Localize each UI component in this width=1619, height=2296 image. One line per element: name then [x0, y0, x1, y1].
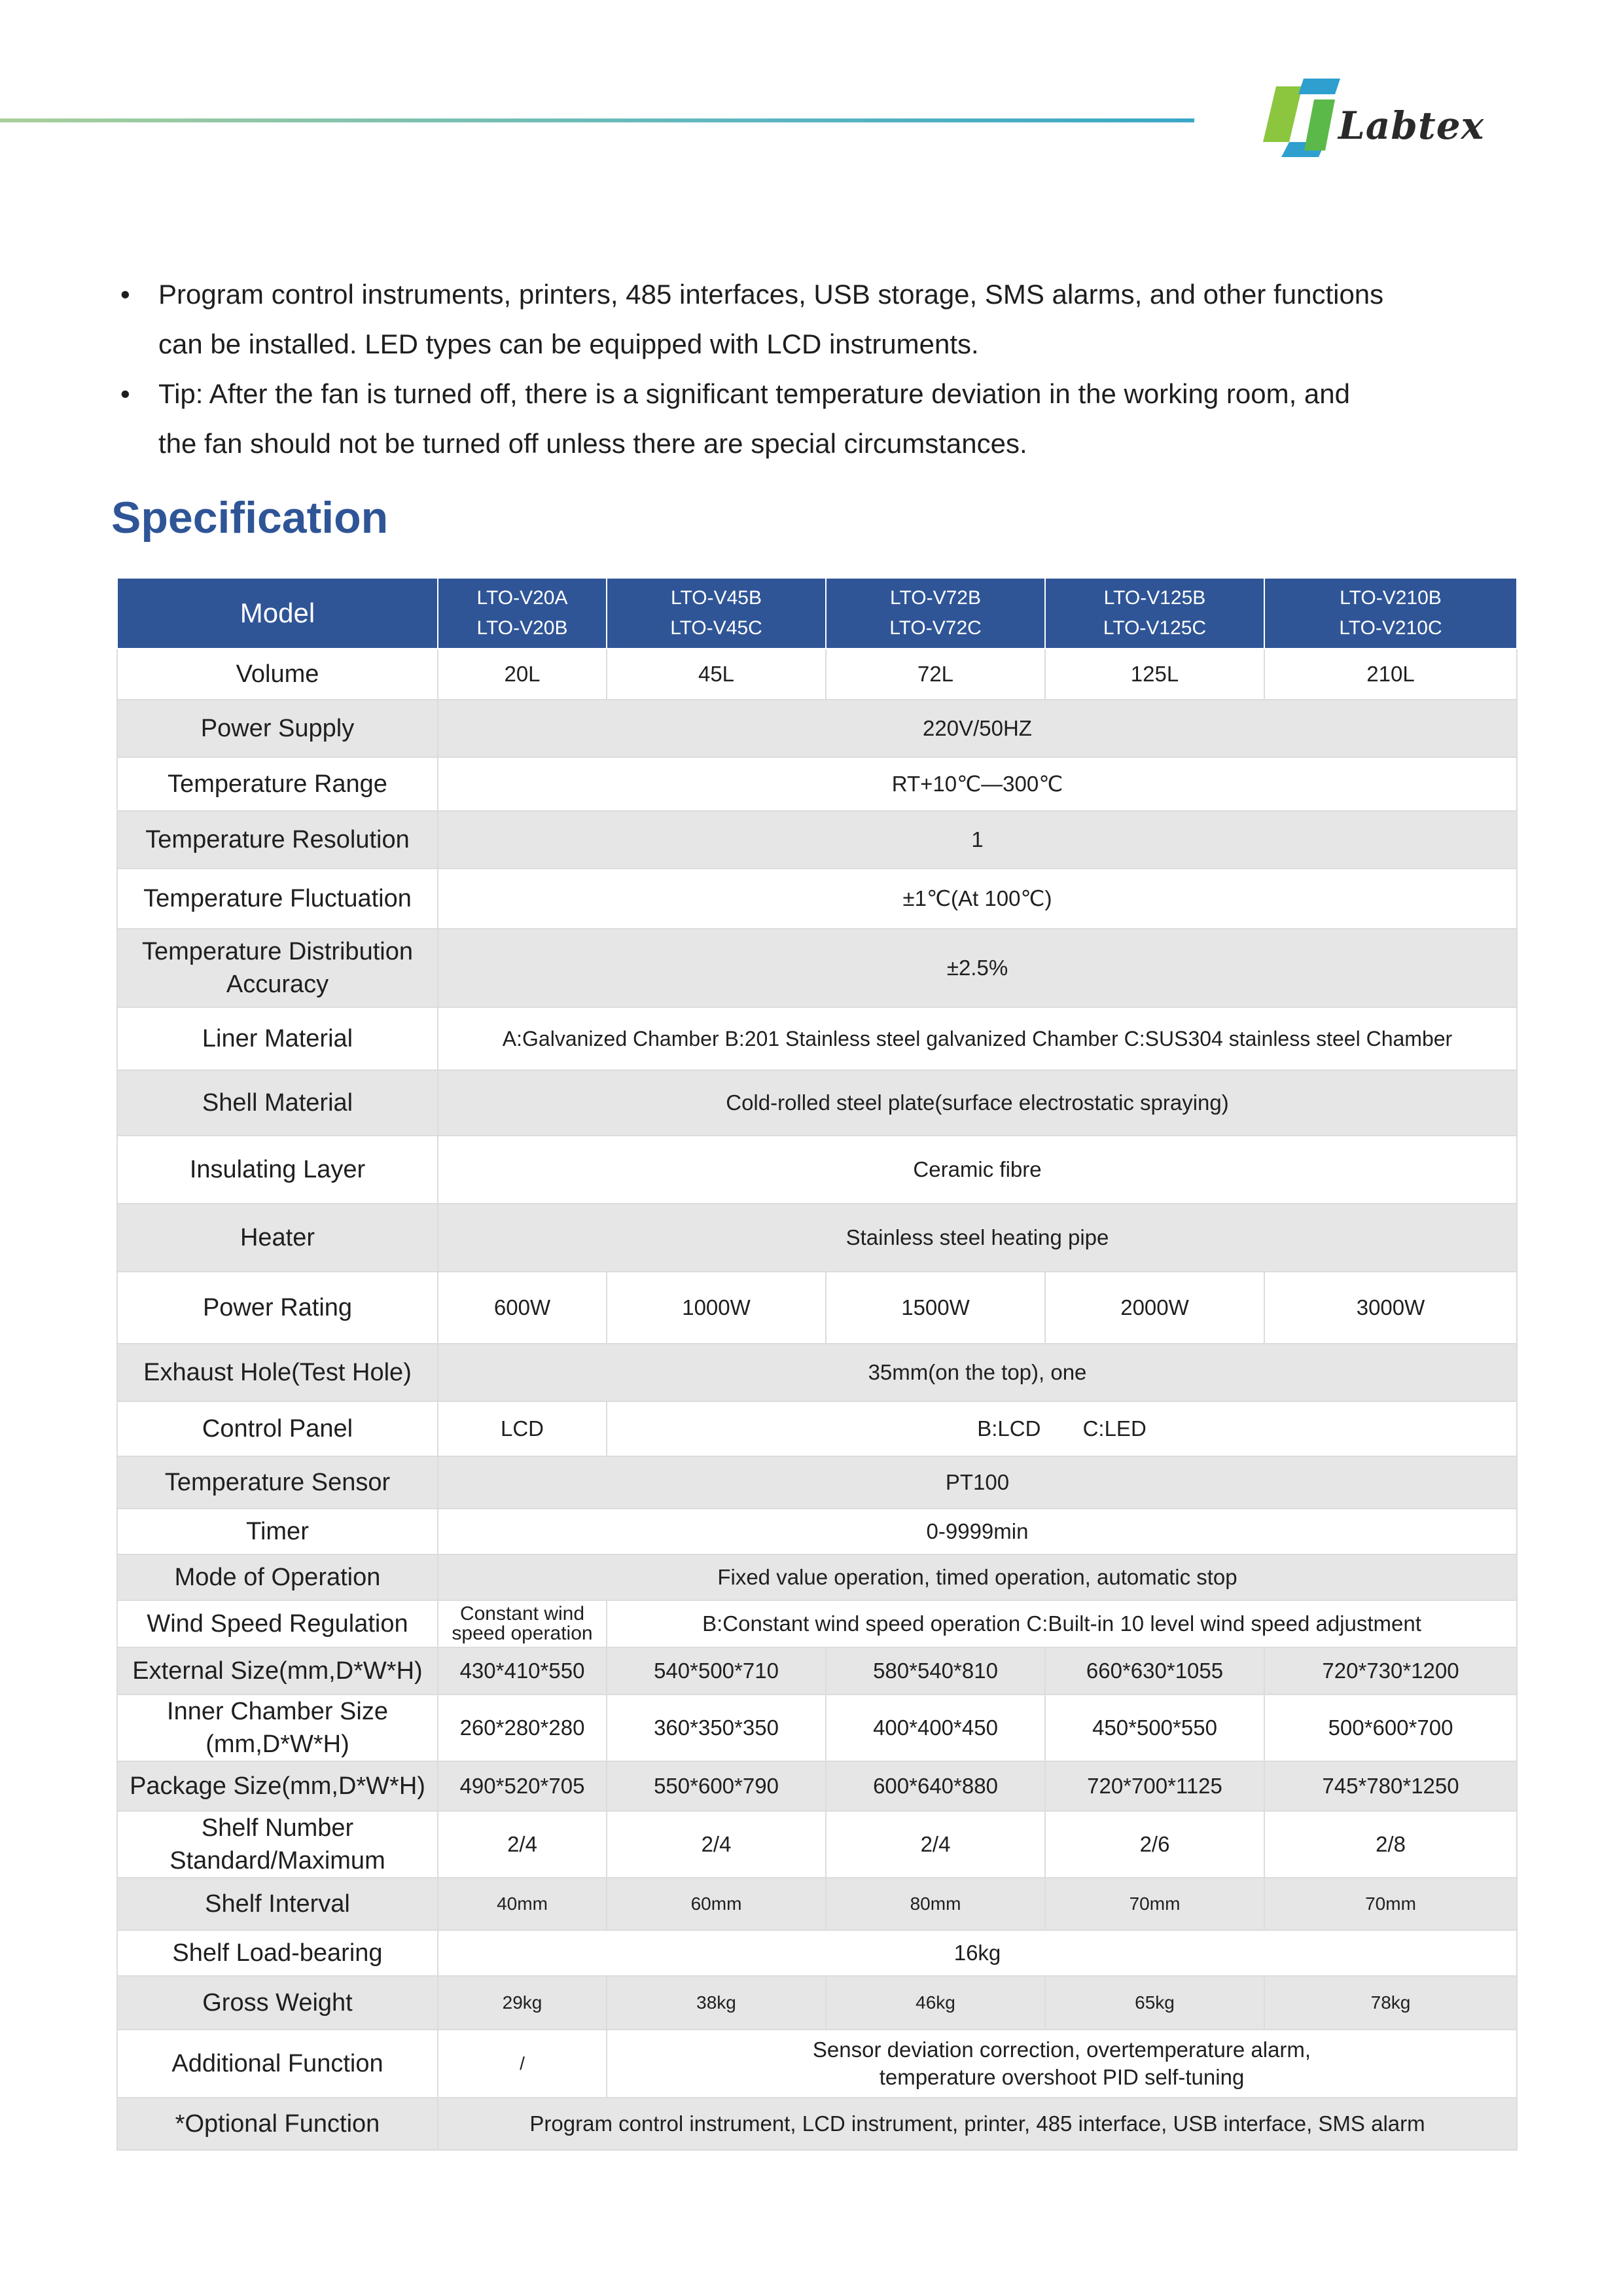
- cell-value: 1500W: [826, 1272, 1045, 1344]
- cell-value: 745*780*1250: [1264, 1761, 1517, 1811]
- row-label: Inner Chamber Size (mm,D*W*H): [117, 1695, 438, 1761]
- cell-value: 260*280*280: [438, 1695, 607, 1761]
- cell-value: 500*600*700: [1264, 1695, 1517, 1761]
- row-label: Shelf Number Standard/Maximum: [117, 1811, 438, 1878]
- table-row: [117, 929, 1517, 1007]
- cell-value: Constant wind speed operation: [438, 1600, 607, 1647]
- cell-value: 430*410*550: [438, 1647, 607, 1695]
- cell-value: 80mm: [826, 1878, 1045, 1930]
- row-label: Shelf Load-bearing: [117, 1930, 438, 1976]
- row-label: Shelf Interval: [117, 1878, 438, 1930]
- table-row: [117, 1456, 1517, 1509]
- cell-value: 16kg: [438, 1930, 1517, 1976]
- cell-value: Sensor deviation correction, overtemperature alarm, temperature overshoot PID self-tuning: [607, 2030, 1517, 2098]
- cell-value: 72L: [826, 649, 1045, 700]
- cell-value: 2/4: [607, 1811, 826, 1878]
- row-label: Additional Function: [117, 2030, 438, 2098]
- table-row: [117, 757, 1517, 811]
- row-label: Temperature Distribution Accuracy: [117, 929, 438, 1007]
- cell-value: LCD: [438, 1401, 607, 1456]
- table-row: [117, 1204, 1517, 1272]
- cell-value: 45L: [607, 649, 826, 700]
- cell-value: 1000W: [607, 1272, 826, 1344]
- cell-value: 2000W: [1045, 1272, 1264, 1344]
- row-label: Temperature Range: [117, 757, 438, 811]
- row-label: Exhaust Hole(Test Hole): [117, 1344, 438, 1401]
- cell-value: 720*730*1200: [1264, 1647, 1517, 1695]
- bullet-line: Tip: After the fan is turned off, there is a significant temperature deviation in the working room, and: [158, 378, 1350, 409]
- table-row: [117, 1007, 1517, 1070]
- cell-value: 540*500*710: [607, 1647, 826, 1695]
- cell-value: 400*400*450: [826, 1695, 1045, 1761]
- table-row: [117, 700, 1517, 757]
- table-row: [117, 1554, 1517, 1600]
- intro-bullet: [118, 369, 1525, 469]
- model-column-header: LTO-V125B LTO-V125C: [1045, 578, 1264, 649]
- cell-value: B:LCD C:LED: [607, 1401, 1517, 1456]
- cell-value: 70mm: [1264, 1878, 1517, 1930]
- cell-value: /: [438, 2030, 607, 2098]
- bullet-line: Program control instruments, printers, 485 interfaces, USB storage, SMS alarms, and other functions: [158, 279, 1384, 310]
- cell-value: Stainless steel heating pipe: [438, 1204, 1517, 1272]
- table-row: [117, 1695, 1517, 1761]
- model-column-header: LTO-V20A LTO-V20B: [438, 578, 607, 649]
- cell-value: 2/4: [438, 1811, 607, 1878]
- table-row: [117, 1647, 1517, 1695]
- header-accent-line: [0, 118, 1194, 122]
- cell-value: 60mm: [607, 1878, 826, 1930]
- table-row: [117, 1509, 1517, 1554]
- row-label: *Optional Function: [117, 2098, 438, 2150]
- cell-value: Fixed value operation, timed operation, automatic stop: [438, 1554, 1517, 1600]
- cell-value: Program control instrument, LCD instrument, printer, 485 interface, USB interface, SMS alarm: [438, 2098, 1517, 2150]
- row-label: Power Rating: [117, 1272, 438, 1344]
- cell-value: 550*600*790: [607, 1761, 826, 1811]
- cell-value: 660*630*1055: [1045, 1647, 1264, 1695]
- table-row: [117, 1976, 1517, 2030]
- cell-value: ±2.5%: [438, 929, 1517, 1007]
- cell-value: A:Galvanized Chamber B:201 Stainless steel galvanized Chamber C:SUS304 stainless steel Chamber: [438, 1007, 1517, 1070]
- bullet-line: the fan should not be turned off unless there are special circumstances.: [158, 428, 1027, 459]
- cell-value: 600*640*880: [826, 1761, 1045, 1811]
- cell-value: 20L: [438, 649, 607, 700]
- table-row: [117, 2098, 1517, 2150]
- cell-value: 70mm: [1045, 1878, 1264, 1930]
- cell-value: ±1℃(At 100℃): [438, 869, 1517, 929]
- cell-value: 1: [438, 811, 1517, 869]
- table-row: [117, 1401, 1517, 1456]
- cell-value: PT100: [438, 1456, 1517, 1509]
- model-column-header: LTO-V72B LTO-V72C: [826, 578, 1045, 649]
- table-row: [117, 1136, 1517, 1204]
- cell-value: 600W: [438, 1272, 607, 1344]
- row-label: Control Panel: [117, 1401, 438, 1456]
- spec-table: [116, 577, 1518, 2151]
- table-row: [117, 1070, 1517, 1136]
- row-label: Temperature Resolution: [117, 811, 438, 869]
- cell-value: 720*700*1125: [1045, 1761, 1264, 1811]
- row-label: External Size(mm,D*W*H): [117, 1647, 438, 1695]
- row-label: Package Size(mm,D*W*H): [117, 1761, 438, 1811]
- table-row: [117, 1930, 1517, 1976]
- table-row: [117, 1878, 1517, 1930]
- row-label: Mode of Operation: [117, 1554, 438, 1600]
- table-row: [117, 1811, 1517, 1878]
- model-column-header: LTO-V45B LTO-V45C: [607, 578, 826, 649]
- brand-name: Labtex: [1338, 103, 1485, 148]
- cell-value: 40mm: [438, 1878, 607, 1930]
- row-label: Gross Weight: [117, 1976, 438, 2030]
- row-label: Volume: [117, 649, 438, 700]
- cell-value: 2/4: [826, 1811, 1045, 1878]
- cell-value: 46kg: [826, 1976, 1045, 2030]
- intro-bullets: [118, 270, 1525, 469]
- table-row: [117, 1344, 1517, 1401]
- model-header: Model: [117, 578, 438, 649]
- cell-value: Ceramic fibre: [438, 1136, 1517, 1204]
- cell-value: 65kg: [1045, 1976, 1264, 2030]
- row-label: Power Supply: [117, 700, 438, 757]
- cell-value: 78kg: [1264, 1976, 1517, 2030]
- table-row: [117, 649, 1517, 700]
- row-label: Timer: [117, 1509, 438, 1554]
- cell-value: 125L: [1045, 649, 1264, 700]
- table-row: [117, 811, 1517, 869]
- row-label: Wind Speed Regulation: [117, 1600, 438, 1647]
- row-label: Heater: [117, 1204, 438, 1272]
- cell-value: 360*350*350: [607, 1695, 826, 1761]
- intro-bullet: [118, 270, 1525, 369]
- table-row: [117, 869, 1517, 929]
- bullet-line: can be installed. LED types can be equipped with LCD instruments.: [158, 329, 979, 359]
- cell-value: 2/6: [1045, 1811, 1264, 1878]
- row-label: Shell Material: [117, 1070, 438, 1136]
- table-row: [117, 2030, 1517, 2098]
- model-column-header: LTO-V210B LTO-V210C: [1264, 578, 1517, 649]
- cell-value: 38kg: [607, 1976, 826, 2030]
- row-label: Temperature Sensor: [117, 1456, 438, 1509]
- cell-value: 35mm(on the top), one: [438, 1344, 1517, 1401]
- cell-value: 210L: [1264, 649, 1517, 700]
- row-label: Insulating Layer: [117, 1136, 438, 1204]
- table-row: [117, 1761, 1517, 1811]
- cell-value: RT+10℃—300℃: [438, 757, 1517, 811]
- cell-value: 220V/50HZ: [438, 700, 1517, 757]
- bullet-dot: •: [120, 378, 130, 409]
- table-row: [117, 1272, 1517, 1344]
- cell-value: 0-9999min: [438, 1509, 1517, 1554]
- cell-value: 29kg: [438, 1976, 607, 2030]
- bullet-dot: •: [120, 279, 130, 310]
- cell-value: Cold-rolled steel plate(surface electrostatic spraying): [438, 1070, 1517, 1136]
- cell-value: 490*520*705: [438, 1761, 607, 1811]
- table-row: [117, 1600, 1517, 1647]
- cell-value: B:Constant wind speed operation C:Built-in 10 level wind speed adjustment: [607, 1600, 1517, 1647]
- row-label: Liner Material: [117, 1007, 438, 1070]
- section-title: Specification: [111, 493, 389, 543]
- cell-value: 2/8: [1264, 1811, 1517, 1878]
- cell-value: 580*540*810: [826, 1647, 1045, 1695]
- row-label: Temperature Fluctuation: [117, 869, 438, 929]
- table-header-row: [117, 578, 1517, 649]
- cell-value: 450*500*550: [1045, 1695, 1264, 1761]
- cell-value: 3000W: [1264, 1272, 1517, 1344]
